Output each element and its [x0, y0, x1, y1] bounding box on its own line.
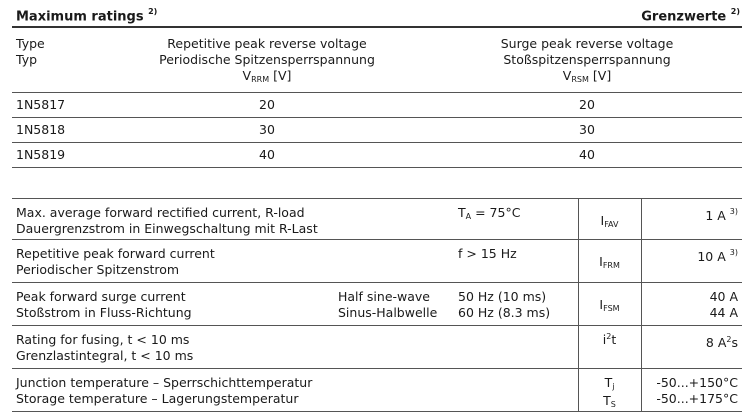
- table-row: [12, 143, 742, 168]
- type-cell: 1N5819: [16, 147, 66, 162]
- vrsm-cell: 40: [579, 147, 595, 162]
- rating-symbol: $i^2t$: [602, 332, 617, 348]
- rating-description: Max. average forward rectified current, R-load Dauergrenzstrom in Einwegschaltung mit R-Last: [16, 205, 318, 236]
- col-type-header: Type Typ: [16, 36, 45, 67]
- column-divider: [641, 199, 642, 239]
- col-vrrm-header: Repetitive peak reverse voltage Periodische Spitzensperrspannung VRRM [V]: [159, 36, 375, 84]
- vrrm-cell: 30: [259, 122, 275, 137]
- rating-row-temp: [12, 369, 742, 412]
- rating-value: 8 $A^2s$: [705, 335, 738, 351]
- type-cell: 1N5818: [16, 122, 66, 137]
- ratings-table: [12, 198, 742, 412]
- footnote-ref: 2): [148, 7, 158, 16]
- vrrm-cell: 20: [259, 97, 275, 112]
- rating-symbol: Tj TS: [603, 375, 616, 409]
- footnote-ref: 3): [729, 248, 738, 257]
- rating-condition: f > 15 Hz: [458, 246, 517, 261]
- rating-row-frm: [12, 240, 742, 283]
- section-title-de: Grenzwerte $^{2)}$: [641, 7, 740, 25]
- table-row: [12, 93, 742, 118]
- table-row: [12, 118, 742, 143]
- rating-description: Rating for fusing, t < 10 ms Grenzlastintegral, t < 10 ms: [16, 332, 194, 363]
- rating-value: -50...+150°C -50...+175°C: [656, 375, 738, 406]
- column-divider: [641, 369, 642, 411]
- rating-row-fav: [12, 199, 742, 240]
- vrsm-cell: 20: [579, 97, 595, 112]
- rating-waveform: Half sine-wave Sinus-Halbwelle: [338, 289, 438, 320]
- voltage-table: [12, 30, 742, 168]
- rating-description: Junction temperature – Sperrschichttemperatur Storage temperature – Lagerungstemperatur: [16, 375, 313, 406]
- vrrm-cell: 40: [259, 147, 275, 162]
- rating-value: 40 A 44 A: [709, 289, 738, 320]
- voltage-table-header: [12, 30, 742, 93]
- type-cell: 1N5817: [16, 97, 66, 112]
- rating-symbol: IFAV: [600, 213, 619, 229]
- column-divider: [641, 240, 642, 282]
- col-vrsm-header: Surge peak reverse voltage Stoßspitzensperrspannung VRSM [V]: [500, 36, 674, 84]
- rating-condition: 50 Hz (10 ms) 60 Hz (8.3 ms): [458, 289, 551, 320]
- rating-condition: TA = 75°C: [458, 205, 521, 221]
- column-divider: [641, 326, 642, 368]
- rating-row-fsm: [12, 283, 742, 326]
- section-title-en: Maximum ratings $^{2)}$: [16, 7, 158, 25]
- rating-value: 10 A $^{3)}$: [697, 248, 738, 265]
- rating-symbol: IFRM: [599, 254, 620, 270]
- vrsm-cell: 30: [579, 122, 595, 137]
- footnote-ref: 3): [729, 207, 738, 216]
- footnote-ref: 2): [730, 7, 740, 16]
- rating-description: Peak forward surge current Stoßstrom in Fluss-Richtung: [16, 289, 192, 320]
- rating-symbol: IFSM: [599, 297, 620, 313]
- column-divider: [641, 283, 642, 325]
- rating-description: Repetitive peak forward current Periodischer Spitzenstrom: [16, 246, 215, 277]
- section-header: [12, 6, 742, 28]
- rating-row-i2t: [12, 326, 742, 369]
- rating-value: 1 A $^{3)}$: [705, 207, 738, 224]
